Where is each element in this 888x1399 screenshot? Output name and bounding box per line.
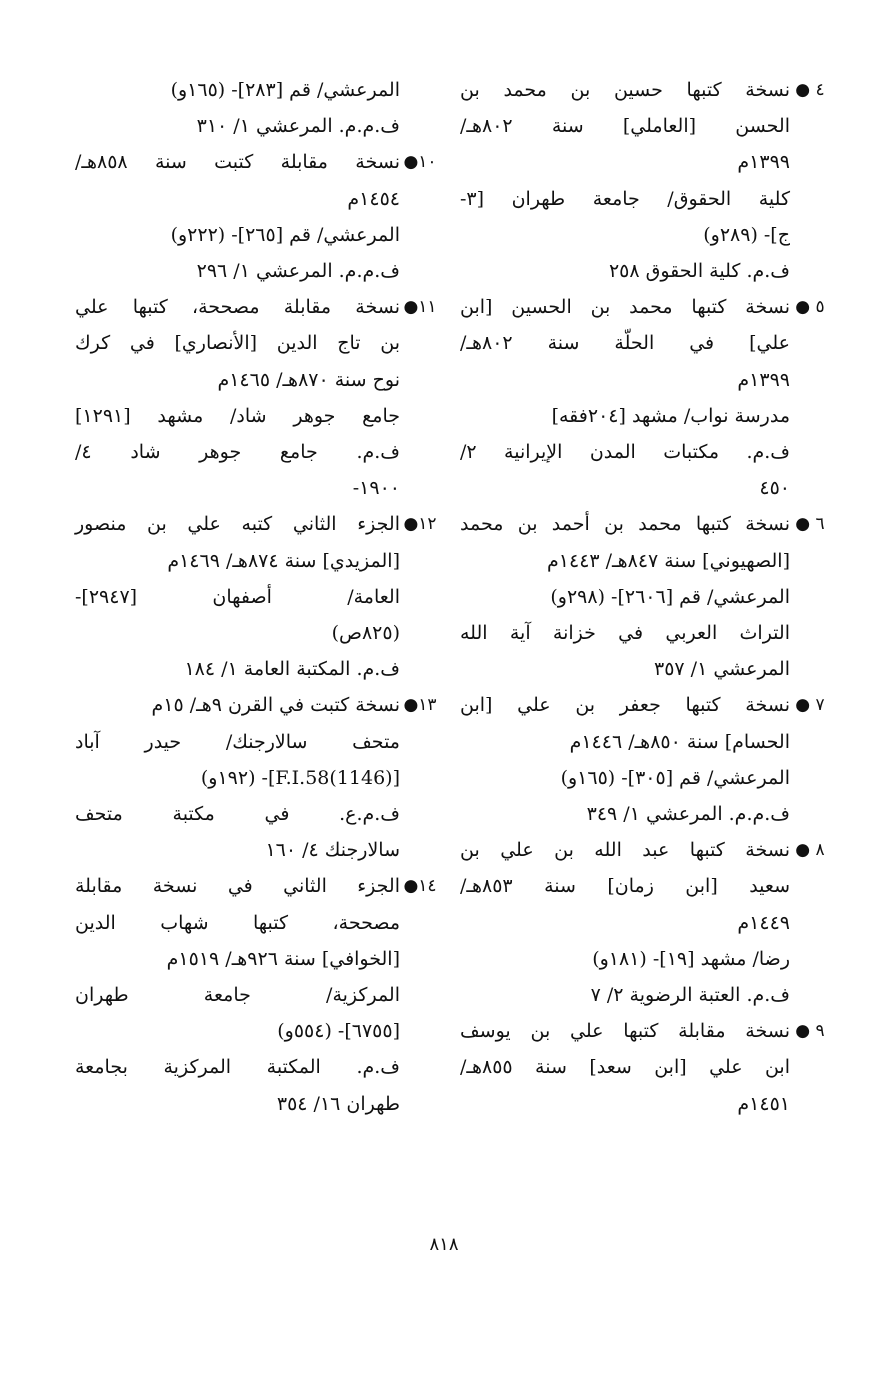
entry-line: كلية الحقوق/ جامعة طهران [٣-: [460, 187, 790, 210]
entry-line: المرعشي/ قم [٢٨٣]- (١٦٥و): [170, 79, 400, 101]
left-column: [75, 72, 437, 1122]
entry-line: [المزيدي] سنة ٨٧٤هـ/ ١٤٦٩م: [167, 549, 400, 572]
entry-line: بن تاج الدين [الأنصاري] في كرك: [75, 332, 400, 355]
entry-line: ف.م. المكتبة العامة ١/ ١٨٤: [184, 658, 400, 681]
entry-line: نوح سنة ٨٧٠هـ/ ١٤٦٥م: [217, 368, 400, 391]
entry-number: ٦ ●: [795, 514, 825, 535]
entry-line: المركزية/ جامعة طهران: [75, 984, 400, 1007]
entry-number: ٧ ●: [795, 695, 825, 716]
manuscript-entry: [75, 289, 437, 506]
entry-line: نسخة كتبها حسين بن محمد بن: [460, 79, 790, 101]
manuscript-entry: [75, 868, 437, 1121]
entry-number: ٩ ●: [795, 1021, 825, 1042]
entry-line: جامع جوهر شاد/ مشهد [١٢٩١]: [75, 404, 400, 427]
entry-line: ١٤٥٤م: [347, 187, 400, 210]
entry-line: مدرسة نواب/ مشهد [٢٠٤فقه]: [551, 404, 790, 427]
manuscript-entry: [440, 832, 825, 1013]
entry-line: متحف سالارجنك/ حيدر آباد: [75, 730, 400, 753]
manuscript-entry: [440, 72, 825, 289]
entry-number: ٤ ●: [795, 80, 825, 100]
entry-line: ف.م. مكتبات المدن الإيرانية ٢/: [460, 441, 790, 464]
entry-line: ف.م.م. المرعشي ١/ ٣١٠: [196, 115, 400, 138]
manuscript-entry: [440, 1013, 825, 1122]
entry-line: [الخوافي] سنة ٩٢٦هـ/ ١٥١٩م: [166, 947, 400, 970]
entry-line: الحسن [العاملي] سنة ٨٠٢هـ/: [460, 115, 790, 138]
entry-line: ١٤٥١م: [737, 1092, 790, 1115]
entry-number: ٨ ●: [795, 840, 825, 861]
entry-line: المرعشي ١/ ٣٥٧: [654, 658, 790, 681]
entry-line: الحسام] سنة ٨٥٠هـ/ ١٤٤٦م: [569, 730, 790, 753]
entry-line: [٦٧٥٥]- (٥٥٤و): [277, 1020, 400, 1043]
entry-line: نسخة كتبها محمد بن أحمد بن محمد: [460, 513, 790, 536]
entry-line: علي] في الحلّة سنة ٨٠٢هـ/: [460, 332, 790, 355]
entry-line: نسخة مقابلة كتبت سنة ٨٥٨هـ/: [75, 151, 400, 174]
entry-line: التراث العربي في خزانة آية الله: [460, 622, 790, 645]
entry-line: المرعشي/ قم [٢٦٠٦]- (٢٩٨و): [550, 585, 790, 608]
manuscript-entry: [75, 72, 400, 144]
entry-line: ج]- (٢٨٩و): [703, 223, 790, 246]
entry-line: العامة/ أصفهان [٢٩٤٧]-: [75, 585, 400, 608]
entry-number: ١١●: [403, 297, 437, 318]
entry-line: ف.م.م. المرعشي ١/ ٣٤٩: [586, 803, 790, 826]
entry-line: ٤٥٠: [759, 477, 790, 500]
entry-line: ف.م.م. المرعشي ١/ ٢٩٦: [196, 260, 400, 283]
entry-line: نسخة كتبها محمد بن الحسين [ابن: [460, 296, 790, 319]
entry-line: ١٩٠٠-: [352, 477, 400, 500]
entry-number: ١٢●: [403, 514, 437, 535]
entry-number: ٥ ●: [795, 297, 825, 318]
entry-line: ابن علي [ابن سعد] سنة ٨٥٥هـ/: [460, 1056, 790, 1079]
manuscript-entry: [75, 687, 437, 868]
right-column: [440, 72, 825, 1122]
manuscript-entry: [440, 687, 825, 832]
entry-line: المرعشي/ قم [٢٦٥]- (٢٢٢و): [170, 223, 400, 246]
entry-line: ١٤٤٩م: [737, 911, 790, 934]
entry-line: نسخة كتبها جعفر بن علي [ابن: [460, 694, 790, 717]
entry-line: [الصهيوني] سنة ٨٤٧هـ/ ١٤٤٣م: [547, 549, 790, 572]
manuscript-entry: [440, 506, 825, 687]
entry-line: ١٣٩٩م: [737, 151, 790, 174]
entry-line: نسخة كتبها عبد الله بن علي بن: [460, 839, 790, 862]
manuscript-entry: [440, 289, 825, 506]
entry-number: ١٠●: [403, 152, 437, 173]
entry-line: الجزء الثاني في نسخة مقابلة: [75, 875, 400, 898]
entry-line: سالارجنك ٤/ ١٦٠: [265, 839, 400, 862]
entry-line: ف.م. جامع جوهر شاد ٤/: [75, 441, 400, 464]
page-number: ٨١٨: [429, 1234, 459, 1255]
entry-line: ١٣٩٩م: [737, 368, 790, 391]
entry-line: نسخة كتبت في القرن ٩هـ/ ١٥م: [151, 694, 400, 717]
entry-line: نسخة مقابلة مصححة، كتبها علي: [75, 296, 400, 319]
entry-line: (٨٢٥ص): [331, 622, 400, 645]
manuscript-entry: [75, 506, 437, 687]
entry-line: ف.م. العتبة الرضوية ٢/ ٧: [590, 984, 790, 1007]
entry-number: ١٤●: [403, 876, 437, 897]
entry-line: رضا/ مشهد [١٩]- (١٨١و): [592, 947, 790, 970]
entry-line: ف.م. كلية الحقوق ٢٥٨: [608, 260, 790, 283]
entry-line: المرعشي/ قم [٣٠٥]- (١٦٥و): [560, 766, 790, 789]
entry-line: [(1146)F.I.58]- (١٩٢و): [200, 766, 400, 789]
manuscript-entry: [75, 144, 437, 289]
entry-line: سعيد [ابن زمان] سنة ٨٥٣هـ/: [460, 875, 790, 898]
entry-line: ف.م.ع. في مكتبة متحف: [75, 803, 400, 826]
entry-line: ف.م. المكتبة المركزية بجامعة: [75, 1056, 400, 1079]
entry-line: مصححة، كتبها شهاب الدين: [75, 911, 400, 934]
entry-line: نسخة مقابلة كتبها علي بن يوسف: [460, 1020, 790, 1043]
entry-number: ١٣●: [403, 695, 437, 716]
entry-line: طهران ١٦/ ٣٥٤: [276, 1092, 400, 1115]
entry-line: الجزء الثاني كتبه علي بن منصور: [75, 513, 400, 536]
